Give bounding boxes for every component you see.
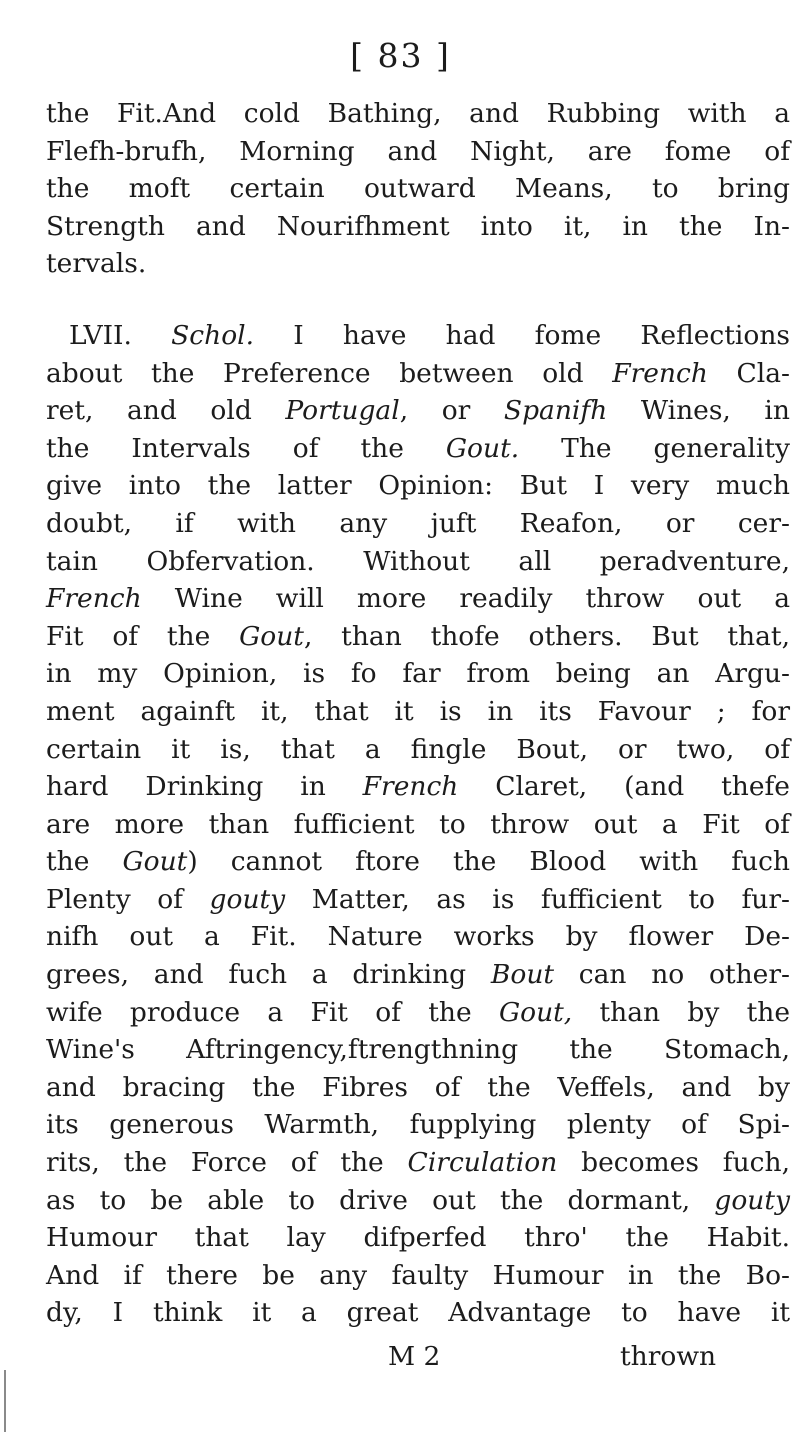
text-line: rits, the Force of the Circulation becomes fuch, xyxy=(46,1147,790,1179)
body-text xyxy=(46,95,790,1332)
page-footer xyxy=(0,1338,801,1376)
text-line: Wine's Aftringency,ftrengthning the Stomach, xyxy=(46,1034,790,1066)
text-line: wife produce a Fit of the Gout, than by the xyxy=(46,996,790,1028)
text-line: certain it is, that a fingle Bout, or two, of xyxy=(46,733,790,765)
catchword: thrown xyxy=(620,1341,717,1372)
text-line: nifh out a Fit. Nature works by flower De- xyxy=(46,921,790,953)
text-line: dy, I think it a great Advantage to have it xyxy=(46,1297,790,1329)
page-number: [ 83 ] xyxy=(350,36,451,75)
text-line: and bracing the Fibres of the Veffels, and by xyxy=(46,1071,790,1103)
text-line: ret, and old Portugal, or Spanifh Wines, in xyxy=(46,395,790,427)
text-line: LVII. Schol. I have had fome Reflections xyxy=(69,319,791,351)
text-line: the Fit.And cold Bathing, and Rubbing with a xyxy=(46,98,790,129)
text-line: Humour that lay difperfed thro' the Habit. xyxy=(46,1222,790,1254)
text-line: in my Opinion, is fo far from being an Argu- xyxy=(46,658,790,690)
text-line: hard Drinking in French Claret, (and thefe xyxy=(46,771,790,803)
text-line: tervals. xyxy=(46,248,147,280)
text-line: are more than fufficient to throw out a Fit of xyxy=(46,808,790,840)
paragraph-2 xyxy=(46,317,790,1332)
text-line: the Gout) cannot ftore the Blood with fuch xyxy=(46,846,791,878)
text-line: the moft certain outward Means, to bring xyxy=(46,173,790,205)
text-line: Fit of the Gout, than thofe others. But that, xyxy=(46,620,790,652)
text-line: about the Preference between old French Cla- xyxy=(46,357,790,389)
text-line: as to be able to drive out the dormant, gouty xyxy=(46,1184,790,1216)
text-line: ment againft it, that it is in its Favour ; for xyxy=(46,695,790,727)
text-line: tain Obfervation. Without all peradventure, xyxy=(46,545,790,577)
text-line: Flefh-brufh, Morning and Night, are fome of xyxy=(46,135,790,167)
text-line: Strength and Nourifhment into it, in the In- xyxy=(46,210,790,242)
paragraph-1 xyxy=(46,95,790,283)
text-line: doubt, if with any juft Reafon, or cer- xyxy=(46,507,790,539)
text-line: grees, and fuch a drinking Bout can no other- xyxy=(46,959,790,991)
signature-mark: M 2 xyxy=(388,1341,441,1372)
text-line: its generous Warmth, fupplying plenty of Spi- xyxy=(46,1109,790,1141)
text-line: the Intervals of the Gout. The generality xyxy=(46,432,790,464)
text-line: French Wine will more readily throw out a xyxy=(46,583,790,615)
text-line: give into the latter Opinion: But I very much xyxy=(46,470,790,502)
text-line: Plenty of gouty Matter, as is fufficient to fur- xyxy=(46,883,790,915)
text-line: And if there be any faulty Humour in the Bo- xyxy=(46,1259,790,1291)
page-edge-mark xyxy=(4,1370,6,1432)
